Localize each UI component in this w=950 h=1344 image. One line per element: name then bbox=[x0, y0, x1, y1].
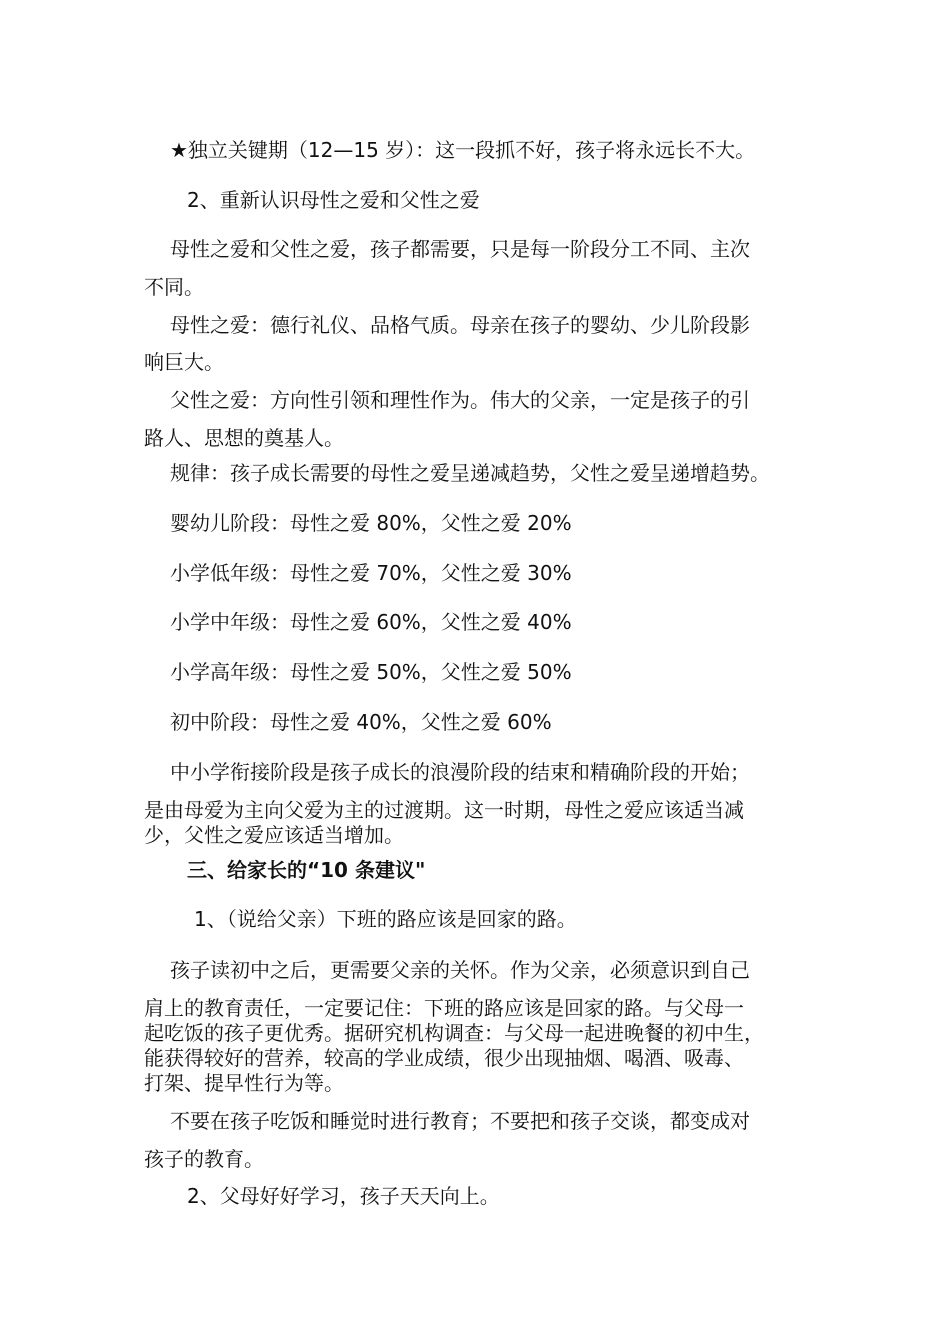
paragraph-line: 肩上的教育责任，一定要记住：下班的路应该是回家的路。与父母一 bbox=[144, 996, 744, 1020]
paragraph-line: 不要在孩子吃饭和睡觉时进行教育；不要把和孩子交谈，都变成对 bbox=[170, 1109, 750, 1133]
paragraph-line: 规律：孩子成长需要的母性之爱呈递减趋势，父性之爱呈递增趋势。 bbox=[170, 461, 770, 485]
paragraph-line: 响巨大。 bbox=[144, 350, 224, 374]
paragraph-line: 是由母爱为主向父爱为主的过渡期。这一时期，母性之爱应该适当减 bbox=[144, 798, 744, 822]
paragraph-line: 打架、提早性行为等。 bbox=[144, 1071, 344, 1095]
paragraph-line: 父性之爱：方向性引领和理性作为。伟大的父亲，一定是孩子的引 bbox=[170, 388, 750, 412]
paragraph-line: 路人、思想的奠基人。 bbox=[144, 426, 344, 450]
ratio-line: 小学低年级：母性之爱 70%，父性之爱 30% bbox=[170, 561, 572, 585]
paragraph-line: 能获得较好的营养，较高的学业成绩，很少出现抽烟、喝酒、吸毒、 bbox=[144, 1046, 744, 1070]
ratio-line: 小学高年级：母性之爱 50%，父性之爱 50% bbox=[170, 660, 572, 684]
ratio-line: 初中阶段：母性之爱 40%，父性之爱 60% bbox=[170, 710, 552, 734]
ratio-line: 小学中年级：母性之爱 60%，父性之爱 40% bbox=[170, 610, 572, 634]
section-heading: 三、给家长的“10 条建议" bbox=[187, 858, 426, 882]
paragraph-line: ★独立关键期（12—15 岁）：这一段抓不好，孩子将永远长不大。 bbox=[170, 138, 756, 162]
ratio-line: 婴幼儿阶段：母性之爱 80%，父性之爱 20% bbox=[170, 511, 572, 535]
paragraph-line: 孩子的教育。 bbox=[144, 1147, 264, 1171]
section-heading: 2、重新认识母性之爱和父性之爱 bbox=[187, 188, 480, 212]
paragraph-line: 孩子读初中之后，更需要父亲的关怀。作为父亲，必须意识到自己 bbox=[170, 958, 750, 982]
paragraph-line: 母性之爱：德行礼仪、品格气质。母亲在孩子的婴幼、少儿阶段影 bbox=[170, 313, 750, 337]
paragraph-line: 不同。 bbox=[144, 275, 204, 299]
paragraph-line: 少，父性之爱应该适当增加。 bbox=[144, 823, 404, 847]
subsection-heading: 1、（说给父亲）下班的路应该是回家的路。 bbox=[194, 907, 577, 931]
subsection-heading: 2、父母好好学习，孩子天天向上。 bbox=[187, 1184, 500, 1208]
paragraph-line: 母性之爱和父性之爱，孩子都需要，只是每一阶段分工不同、主次 bbox=[170, 237, 750, 261]
paragraph-line: 起吃饭的孩子更优秀。据研究机构调查：与父母一起进晚餐的初中生， bbox=[144, 1021, 764, 1045]
paragraph-line: 中小学衔接阶段是孩子成长的浪漫阶段的结束和精确阶段的开始； bbox=[170, 760, 750, 784]
